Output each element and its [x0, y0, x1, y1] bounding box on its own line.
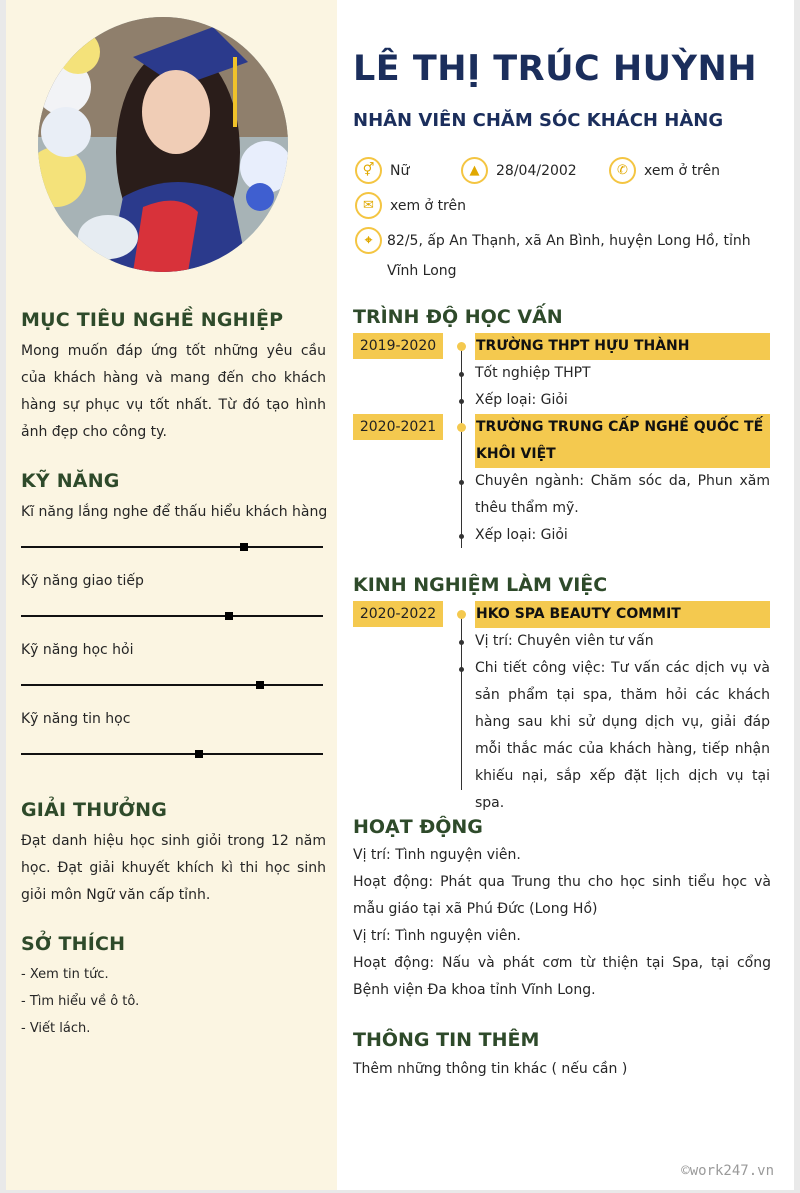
awards-text: Đạt danh hiệu học sinh giỏi trong 12 năm học. Đạt giải khuyết khích kì thi học sinh giỏi môn Ngữ văn cấp tỉnh.: [21, 833, 326, 903]
additional-heading: THÔNG TIN THÊM: [353, 1029, 540, 1051]
skill-bar: [21, 546, 323, 548]
education-heading: TRÌNH ĐỘ HỌC VẤN: [353, 306, 563, 328]
education-detail: Xếp loại: Giỏi: [475, 392, 568, 408]
awards-heading: GIẢI THƯỞNG: [21, 799, 168, 821]
additional-text: Thêm những thông tin khác ( nếu cần ): [353, 1061, 628, 1077]
bullet-dot: [459, 667, 464, 672]
skill-bar: [21, 615, 323, 617]
education-detail: Xếp loại: Giỏi: [475, 527, 568, 543]
skill-label: Kỹ năng giao tiếp: [21, 573, 144, 589]
cake-icon: ▲: [461, 157, 488, 184]
activity-line: Hoạt động: Nấu và phát cơm từ thiện tại Spa, tại cổng Bệnh viện Đa khoa tỉnh Vĩnh Long.: [353, 955, 771, 998]
avatar-photo: [38, 17, 288, 272]
skill-bar: [21, 684, 323, 686]
email-value: xem ở trên: [390, 197, 466, 214]
skill-level-marker: [195, 750, 203, 758]
bullet-dot: [459, 399, 464, 404]
activity-line: Vị trí: Tình nguyện viên.: [353, 847, 521, 863]
hobby-item: - Xem tin tức.: [21, 967, 109, 982]
skill-level-marker: [256, 681, 264, 689]
education-school: TRƯỜNG THPT HỰU THÀNH: [475, 333, 770, 360]
bullet-dot: [459, 372, 464, 377]
objective-text: Mong muốn đáp ứng tốt những yêu cầu của khách hàng và mang đến cho khách hàng sự phục vụ tốt nhất. Từ đó tạo hình ảnh đẹp cho công ty.: [21, 343, 326, 440]
hobby-item: - Viết lách.: [21, 1021, 91, 1036]
experience-detail: Chi tiết công việc: Tư vấn các dịch vụ và sản phẩm tại spa, thăm hỏi các khách hàng sau khi sử dụng dịch vụ, giải đáp mỗi thắc mác của khách hàng, tiếp nhận khiếu nại, sắp xếp đặt lịch dịch vụ tại spa.: [475, 660, 770, 811]
birthday-value: 28/04/2002: [496, 162, 577, 179]
skill-level-marker: [240, 543, 248, 551]
gender-info: [355, 157, 409, 184]
activity-line: Hoạt động: Phát qua Trung thu cho học sinh tiểu học và mẫu giáo tại xã Phú Đức (Long Hồ): [353, 874, 771, 917]
education-year: 2019-2020: [353, 333, 443, 359]
timeline-dot: [457, 342, 466, 351]
map-pin-icon: ⌖: [355, 227, 382, 254]
activities-heading: HOẠT ĐỘNG: [353, 816, 483, 838]
skills-heading: KỸ NĂNG: [21, 470, 120, 492]
gender-icon: ⚥: [355, 157, 382, 184]
phone-value: xem ở trên: [644, 162, 720, 179]
education-year: 2020-2021: [353, 414, 443, 440]
bullet-dot: [459, 534, 464, 539]
job-title: NHÂN VIÊN CHĂM SÓC KHÁCH HÀNG: [353, 110, 724, 131]
activity-line: Vị trí: Tình nguyện viên.: [353, 928, 521, 944]
experience-year: 2020-2022: [353, 601, 443, 627]
phone-info: [609, 157, 720, 184]
experience-detail: Vị trí: Chuyên viên tư vấn: [475, 633, 654, 649]
skill-label: Kỹ năng tin học: [21, 711, 131, 727]
bullet-dot: [459, 640, 464, 645]
education-detail: Chuyên ngành: Chăm sóc da, Phun xăm thêu thẩm mỹ.: [475, 473, 770, 516]
address-value: 82/5, ấp An Thạnh, xã An Bình, huyện Long Hồ, tỉnh Vĩnh Long: [387, 233, 751, 279]
skill-bar: [21, 753, 323, 755]
hobby-item: - Tìm hiểu về ô tô.: [21, 994, 140, 1009]
experience-heading: KINH NGHIỆM LÀM VIỆC: [353, 574, 608, 596]
bullet-dot: [459, 480, 464, 485]
watermark: ©work247.vn: [681, 1163, 774, 1179]
timeline-dot: [457, 423, 466, 432]
phone-icon: ✆: [609, 157, 636, 184]
skill-level-marker: [225, 612, 233, 620]
education-school: TRƯỜNG TRUNG CẤP NGHỀ QUỐC TẾ KHÔI VIỆT: [475, 414, 770, 468]
gender-value: Nữ: [390, 162, 410, 179]
hobbies-heading: SỞ THÍCH: [21, 933, 126, 955]
main-column: [337, 0, 794, 1190]
cv-page: [6, 0, 794, 1190]
skill-label: Kỹ năng học hỏi: [21, 642, 134, 658]
birthday-info: [461, 157, 577, 184]
objective-heading: MỤC TIÊU NGHỀ NGHIỆP: [21, 309, 284, 331]
experience-company: HKO SPA BEAUTY COMMIT: [475, 601, 770, 628]
sidebar: [6, 0, 337, 1190]
candidate-name: LÊ THỊ TRÚC HUỲNH: [353, 49, 758, 89]
email-info: [355, 192, 466, 219]
address-icon-wrap: [355, 227, 390, 254]
skill-label: Kĩ năng lắng nghe để thấu hiểu khách hàng: [21, 504, 328, 520]
email-icon: ✉: [355, 192, 382, 219]
education-detail: Tốt nghiệp THPT: [475, 365, 591, 381]
timeline-dot: [457, 610, 466, 619]
